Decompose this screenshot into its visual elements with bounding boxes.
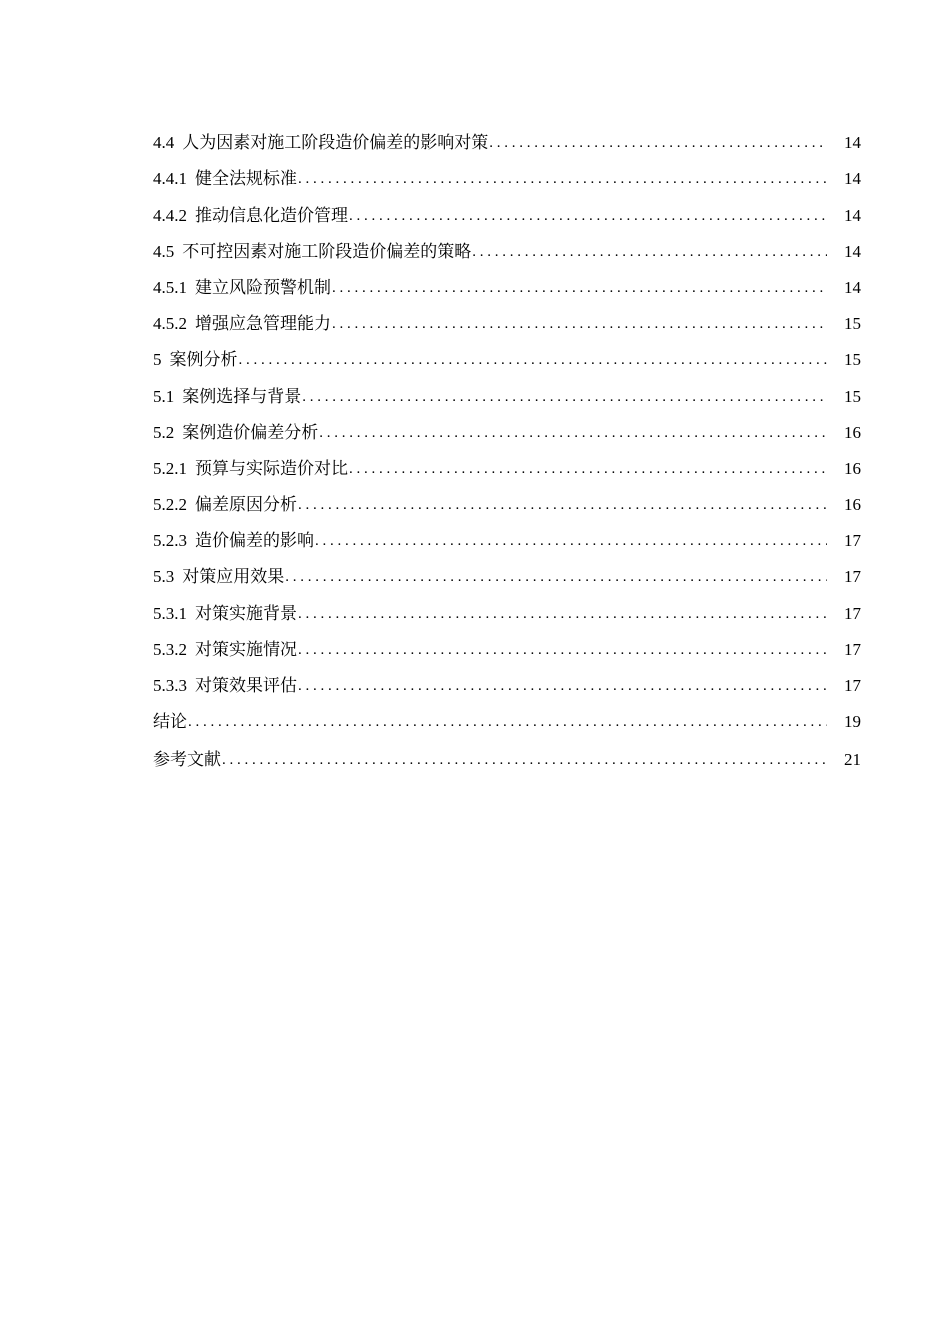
toc-dot-leader (222, 749, 827, 771)
toc-entry[interactable] (153, 299, 861, 335)
toc-section-title: 增强应急管理能力 (195, 314, 331, 334)
toc-dot-leader (298, 675, 827, 697)
toc-dot-leader (472, 241, 827, 263)
toc-page-number: 14 (844, 205, 861, 225)
toc-dot-leader (188, 711, 827, 733)
toc-entry[interactable] (153, 588, 861, 624)
toc-section-number: 5.2.1 (153, 458, 187, 478)
toc-page-number: 15 (844, 386, 861, 406)
toc-entry[interactable] (153, 661, 861, 697)
toc-section-number: 5.3.3 (153, 676, 187, 695)
toc-section-title: 参考文献 (153, 750, 221, 770)
toc-page-number: 14 (844, 241, 861, 261)
toc-section-title: 偏差原因分析 (195, 495, 297, 515)
toc-section-title: 健全法规标准 (195, 169, 297, 189)
toc-section-title: 案例分析 (169, 350, 238, 370)
toc-entry[interactable] (153, 552, 861, 588)
toc-page-number: 21 (844, 750, 861, 770)
toc-page-number: 17 (844, 567, 861, 587)
toc-dot-leader (298, 168, 827, 190)
toc-dot-leader (315, 530, 827, 552)
toc-dot-leader (349, 205, 827, 227)
toc-page-number: 16 (844, 422, 861, 442)
toc-entry[interactable] (153, 190, 861, 226)
toc-entry[interactable] (153, 118, 861, 154)
toc-dot-leader (332, 277, 827, 299)
toc-section-number: 4.4 (153, 133, 175, 153)
toc-dot-leader (489, 132, 827, 154)
toc-page-number: 17 (844, 639, 861, 659)
toc-dot-leader (298, 639, 827, 661)
toc-entry[interactable] (153, 154, 861, 190)
toc-page-number: 16 (844, 458, 861, 478)
toc-page-number: 15 (844, 314, 861, 334)
toc-entry[interactable] (153, 697, 861, 733)
table-of-contents (153, 118, 861, 771)
toc-section-number: 5.3.2 (153, 639, 187, 659)
toc-dot-leader (298, 603, 827, 625)
toc-section-number: 4.5 (153, 241, 175, 261)
toc-section-title: 对策效果评估 (195, 676, 297, 695)
toc-section-title: 对策实施情况 (195, 639, 297, 659)
toc-section-title: 案例造价偏差分析 (182, 422, 319, 442)
toc-section-number: 5.3 (153, 567, 175, 587)
toc-section-number: 5.1 (153, 386, 175, 406)
toc-section-title: 对策应用效果 (182, 567, 285, 587)
toc-entry[interactable] (153, 263, 861, 299)
toc-section-title: 推动信息化造价管理 (195, 205, 348, 225)
toc-entry[interactable] (153, 625, 861, 661)
toc-dot-leader (349, 458, 827, 480)
toc-dot-leader (319, 422, 827, 444)
toc-page-number: 17 (844, 676, 861, 695)
toc-section-number: 4.5.1 (153, 277, 187, 297)
toc-dot-leader (285, 566, 827, 588)
toc-page-number: 17 (844, 531, 861, 551)
toc-page-number: 16 (844, 495, 861, 515)
toc-section-number: 5.2.3 (153, 531, 187, 551)
toc-section-number: 5.2 (153, 422, 175, 442)
toc-dot-leader (302, 386, 827, 408)
toc-page-number: 15 (844, 350, 861, 370)
toc-page-number: 14 (844, 169, 861, 189)
toc-section-number: 4.4.1 (153, 169, 187, 189)
toc-section-title: 对策实施背景 (195, 603, 297, 623)
toc-page-number: 14 (844, 277, 861, 297)
toc-section-title: 结论 (153, 712, 187, 732)
toc-section-number: 4.5.2 (153, 314, 187, 334)
toc-entry[interactable] (153, 480, 861, 516)
toc-entry[interactable] (153, 408, 861, 444)
toc-entry[interactable] (153, 335, 861, 371)
toc-section-number: 5 (153, 350, 162, 370)
toc-entry[interactable] (153, 444, 861, 480)
toc-section-title: 建立风险预警机制 (195, 277, 331, 297)
toc-dot-leader (239, 349, 828, 371)
toc-section-title: 人为因素对施工阶段造价偏差的影响对策 (182, 133, 489, 153)
toc-entry[interactable] (153, 371, 861, 407)
toc-dot-leader (298, 494, 827, 516)
toc-entry[interactable] (153, 227, 861, 263)
toc-section-number: 5.2.2 (153, 495, 187, 515)
toc-page-number: 14 (844, 133, 861, 153)
toc-entry[interactable] (153, 516, 861, 552)
toc-section-title: 预算与实际造价对比 (195, 458, 348, 478)
toc-section-number: 5.3.1 (153, 603, 187, 623)
toc-page-number: 19 (844, 712, 861, 732)
toc-page-number: 17 (844, 603, 861, 623)
toc-entry[interactable] (153, 735, 861, 771)
toc-dot-leader (332, 313, 827, 335)
toc-section-title: 不可控因素对施工阶段造价偏差的策略 (182, 241, 472, 261)
toc-section-number: 4.4.2 (153, 205, 187, 225)
toc-section-title: 造价偏差的影响 (195, 531, 314, 551)
toc-section-title: 案例选择与背景 (182, 386, 302, 406)
